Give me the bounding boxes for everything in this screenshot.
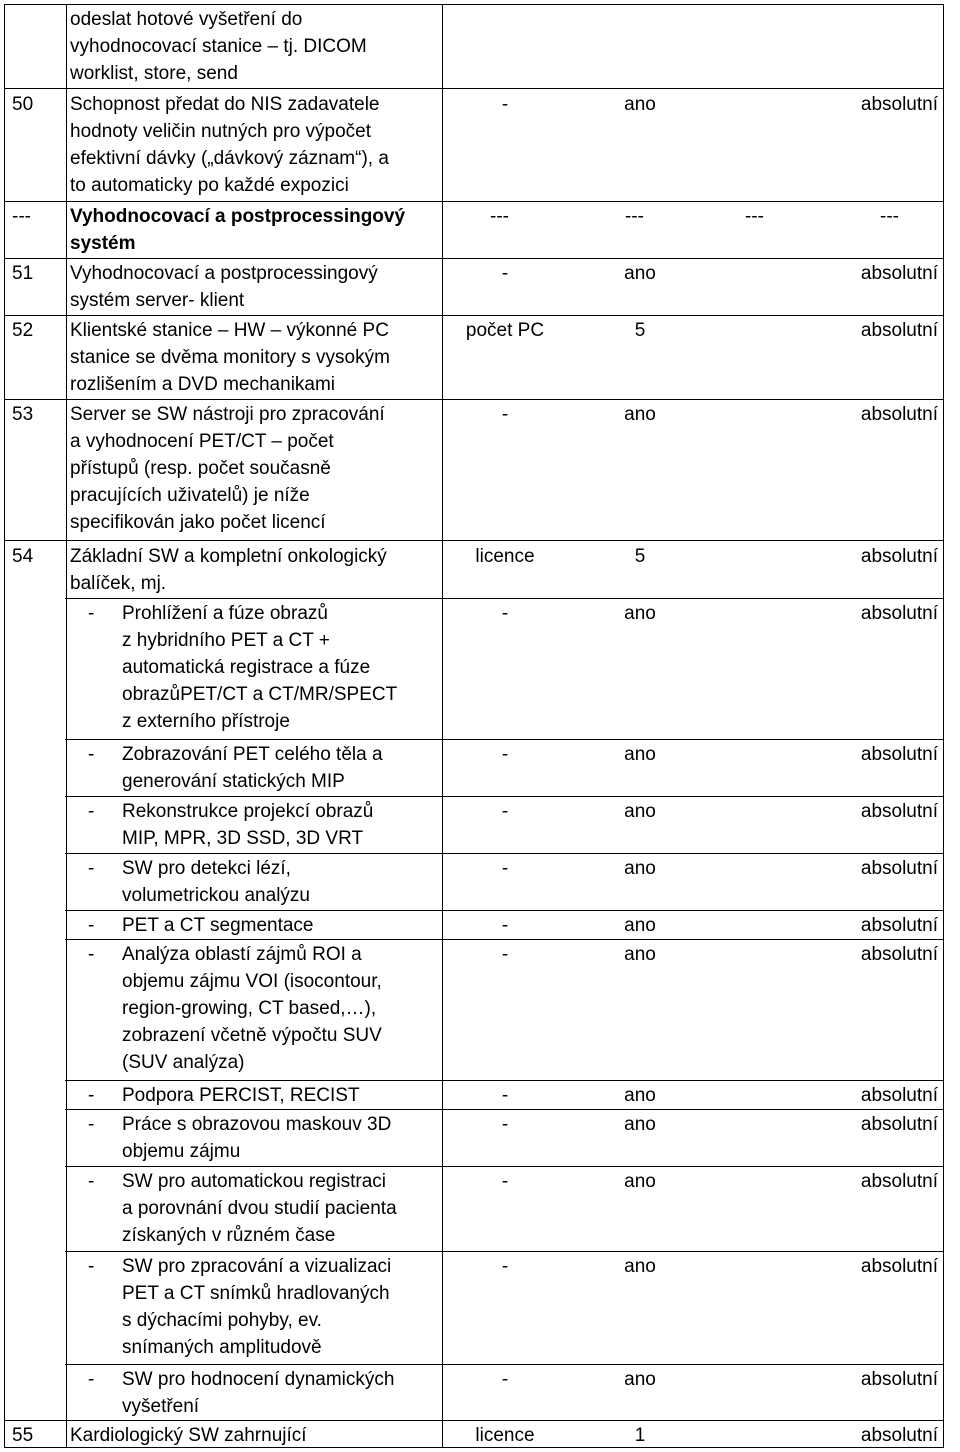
row-value: ano [624,1256,656,1277]
row-requirement: absolutní [860,1114,938,1135]
row-requirement: absolutní [860,944,938,965]
row-requirement: absolutní [860,1425,938,1446]
row-value: ano [624,744,656,765]
row-description: Podpora PERCIST, RECIST [122,1085,360,1106]
row-number: 51 [12,263,34,284]
row-description: SW pro zpracování a vizualizaci PET a CT snímků hradlovaných s dýchacími pohyby, ev. snímaných amplitudově [122,1256,392,1358]
row-divider [65,853,944,854]
row-value: ano [624,801,656,822]
bullet: - [88,1171,95,1192]
row-description: Kardiologický SW zahrnující [70,1425,307,1446]
row-divider [65,910,944,911]
section-heading: Vyhodnocovací a postprocessingový systém [70,206,406,254]
row-divider [65,739,944,740]
row-requirement: absolutní [860,801,938,822]
row-value: 5 [634,320,646,341]
row-unit: počet PC [465,320,545,341]
row-unit: - [501,1256,509,1277]
row-divider [4,399,944,400]
row-requirement: absolutní [860,1369,938,1390]
row-divider [4,540,944,541]
row-divider [65,1109,944,1110]
row-description: PET a CT segmentace [122,915,314,936]
row-divider [4,88,944,89]
bullet: - [88,944,95,965]
row-description: odeslat hotové vyšetření do vyhodnocovací stanice – tj. DICOM worklist, store, send [70,9,367,84]
row-requirement: absolutní [860,1171,938,1192]
row-unit: - [501,1085,509,1106]
row-number: 53 [12,404,34,425]
row-unit: - [501,1369,509,1390]
row-divider [65,1166,944,1167]
row-unit: - [501,404,509,425]
row-requirement: absolutní [860,1256,938,1277]
row-requirement: absolutní [860,263,938,284]
row-unit: - [501,94,509,115]
row-description: Analýza oblastí zájmů ROI a objemu zájmu VOI (isocontour, region-growing, CT based,…), zobrazení včetně výpočtu SUV (SUV analýza) [122,944,382,1073]
row-value: ano [624,944,656,965]
row-description: Práce s obrazovou maskouv 3D objemu zájmu [122,1114,392,1162]
bullet: - [88,915,95,936]
row-description: Server se SW nástroji pro zpracování a vyhodnocení PET/CT – počet přístupů (resp. počet současně pracujících uživatelů) je níže specifikován jako počet licencí [70,404,385,533]
row-divider [65,939,944,940]
row-value: ano [624,915,656,936]
row-value: 5 [634,546,646,567]
row-description: SW pro automatickou registraci a porovnání dvou studií pacienta získaných v různém čase [122,1171,397,1246]
row-requirement: absolutní [860,320,938,341]
bullet: - [88,603,95,624]
row-description: Rekonstrukce projekcí obrazů MIP, MPR, 3D SSD, 3D VRT [122,801,374,849]
row-number: 54 [12,546,34,567]
row-divider [65,1080,944,1081]
row-unit: - [501,263,509,284]
bullet: - [88,1114,95,1135]
col-divider-2 [442,5,443,1447]
row-divider [4,315,944,316]
row-divider [65,598,944,599]
bullet: - [88,1369,95,1390]
row-divider [4,1420,944,1421]
row-requirement: absolutní [860,915,938,936]
row-description: Vyhodnocovací a postprocessingový systém server- klient [70,263,378,311]
row-description: Schopnost předat do NIS zadavatele hodnoty veličin nutných pro výpočet efektivní dávky („dávkový záznam“), a to automaticky po každé expozici [70,94,389,196]
row-unit: - [501,1114,509,1135]
row-divider [65,1364,944,1365]
row-number: 55 [12,1425,34,1446]
row-value: ano [624,94,656,115]
row-value: ano [624,1369,656,1390]
row-description: SW pro hodnocení dynamických vyšetření [122,1369,395,1417]
row-number: 52 [12,320,34,341]
row-number: 50 [12,94,34,115]
bullet: - [88,1256,95,1277]
row-requirement: absolutní [860,404,938,425]
row-divider [65,796,944,797]
row-unit: - [501,1171,509,1192]
row-description: Základní SW a kompletní onkologický balíček, mj. [70,546,387,594]
row-description: Prohlížení a fúze obrazů z hybridního PET a CT + automatická registrace a fúze obrazůPET/CT a CT/MR/SPECT z externího přístroje [122,603,398,732]
row-divider [4,258,944,259]
row-value: ano [624,404,656,425]
row-description: SW pro detekci lézí, volumetrickou analýzu [122,858,310,906]
row-divider [4,201,944,202]
row-extra: --- [880,206,899,227]
row-description: Klientské stanice – HW – výkonné PC stanice se dvěma monitory s vysokým rozlišením a DVD mechanikami [70,320,390,395]
row-unit: licence [475,546,535,567]
row-description: Zobrazování PET celého těla a generování statických MIP [122,744,383,792]
row-number: --- [12,206,31,227]
row-requirement: absolutní [860,603,938,624]
row-value: ano [624,1171,656,1192]
row-unit: - [501,915,509,936]
col-divider-1 [66,5,67,1447]
row-unit: - [501,603,509,624]
row-value: ano [624,603,656,624]
row-requirement: absolutní [860,1085,938,1106]
row-value: --- [625,206,644,227]
bullet: - [88,744,95,765]
row-unit: - [501,801,509,822]
row-value: ano [624,1085,656,1106]
bullet: - [88,1085,95,1106]
row-unit: --- [490,206,509,227]
row-unit: - [501,744,509,765]
row-divider [65,1251,944,1252]
row-unit: - [501,944,509,965]
row-unit: - [501,858,509,879]
row-value: ano [624,858,656,879]
row-requirement: absolutní [860,94,938,115]
bullet: - [88,858,95,879]
row-unit: licence [475,1425,535,1446]
row-requirement: --- [745,206,764,227]
row-value: ano [624,263,656,284]
row-value: 1 [634,1425,646,1446]
row-requirement: absolutní [860,858,938,879]
row-requirement: absolutní [860,744,938,765]
bullet: - [88,801,95,822]
row-requirement: absolutní [860,546,938,567]
row-value: ano [624,1114,656,1135]
